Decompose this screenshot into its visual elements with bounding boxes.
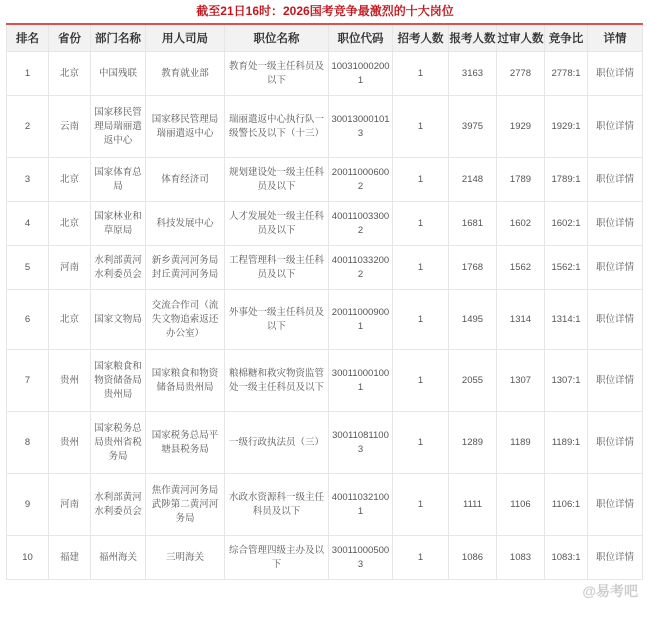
table-row [7,536,643,580]
table-cell: 人才发展处一级主任科员及以下 [225,202,329,246]
table-cell: 1 [393,246,449,290]
header-row [7,24,643,52]
table-cell: 300110001001 [329,350,393,412]
table-cell: 1929 [497,96,545,158]
table-cell: 中国残联 [91,52,146,96]
table-cell: 1602:1 [545,202,588,246]
table-cell: 8 [7,412,49,474]
table-cell: 1 [393,158,449,202]
table-cell: 1 [393,290,449,350]
job-detail-link[interactable]: 职位详情 [588,350,643,412]
table-cell: 1086 [449,536,497,580]
table-cell: 1314:1 [545,290,588,350]
table-cell: 1789 [497,158,545,202]
table-cell: 一级行政执法员（三） [225,412,329,474]
table-row [7,158,643,202]
table-cell: 2 [7,96,49,158]
table-cell: 1 [393,202,449,246]
table-cell: 400110321001 [329,474,393,536]
table-cell: 1314 [497,290,545,350]
table-cell: 水利部黄河水利委员会 [91,474,146,536]
column-header: 报考人数 [449,24,497,52]
table-cell: 2148 [449,158,497,202]
table-cell: 7 [7,350,49,412]
table-cell: 1 [393,350,449,412]
table-cell: 1083:1 [545,536,588,580]
table-cell: 6 [7,290,49,350]
table-cell: 1 [393,96,449,158]
job-detail-link[interactable]: 职位详情 [588,536,643,580]
table-cell: 北京 [49,202,91,246]
table-cell: 1 [393,536,449,580]
table-cell: 4 [7,202,49,246]
table-cell: 国家税务总局贵州省税务局 [91,412,146,474]
table-cell: 1 [393,52,449,96]
table-cell: 河南 [49,246,91,290]
job-detail-link[interactable]: 职位详情 [588,158,643,202]
table-cell: 2778 [497,52,545,96]
table-row [7,474,643,536]
table-row [7,350,643,412]
table-cell: 2055 [449,350,497,412]
table-row [7,290,643,350]
table-cell: 教育就业部 [146,52,225,96]
table-cell: 400110033002 [329,202,393,246]
table-cell: 国家粮食和物资储备局贵州局 [146,350,225,412]
table-row [7,246,643,290]
column-header: 竞争比 [545,24,588,52]
column-header: 职位名称 [225,24,329,52]
table-cell: 300110005003 [329,536,393,580]
table-cell: 福建 [49,536,91,580]
job-detail-link[interactable]: 职位详情 [588,412,643,474]
table-cell: 外事处一级主任科员及以下 [225,290,329,350]
table-cell: 100310002001 [329,52,393,96]
table-cell: 国家移民管理局瑞丽遣返中心 [146,96,225,158]
table-wrapper [6,23,642,600]
table-cell: 1189 [497,412,545,474]
table-cell: 教育处一级主任科员及以下 [225,52,329,96]
table-cell: 3163 [449,52,497,96]
table-cell: 北京 [49,52,91,96]
table-cell: 1562:1 [545,246,588,290]
column-header: 排名 [7,24,49,52]
job-detail-link[interactable]: 职位详情 [588,246,643,290]
table-cell: 国家体育总局 [91,158,146,202]
table-row [7,52,643,96]
page-title: 截至21日16时：2026国考竞争最激烈的十大岗位 [196,4,454,18]
table-cell: 国家粮食和物资储备局贵州局 [91,350,146,412]
table-cell: 5 [7,246,49,290]
column-header: 招考人数 [393,24,449,52]
table-cell: 200110009001 [329,290,393,350]
table-cell: 贵州 [49,350,91,412]
table-cell: 9 [7,474,49,536]
table-cell: 体育经济司 [146,158,225,202]
table-cell: 福州海关 [91,536,146,580]
table-cell: 1 [7,52,49,96]
watermark: @易考吧 [582,583,638,599]
column-header: 详情 [588,24,643,52]
table-cell: 3975 [449,96,497,158]
table-cell: 1602 [497,202,545,246]
job-detail-link[interactable]: 职位详情 [588,96,643,158]
column-header: 过审人数 [497,24,545,52]
table-cell: 1106 [497,474,545,536]
table-cell: 1 [393,412,449,474]
table-cell: 水政水资源科一级主任科员及以下 [225,474,329,536]
table-cell: 综合管理四级主办及以下 [225,536,329,580]
table-cell: 科技发展中心 [146,202,225,246]
table-cell: 400110332002 [329,246,393,290]
table-cell: 北京 [49,290,91,350]
table-cell: 贵州 [49,412,91,474]
table-cell: 1789:1 [545,158,588,202]
job-detail-link[interactable]: 职位详情 [588,474,643,536]
table-cell: 工程管理科一级主任科员及以下 [225,246,329,290]
job-detail-link[interactable]: 职位详情 [588,52,643,96]
job-detail-link[interactable]: 职位详情 [588,202,643,246]
table-cell: 国家税务总局平塘县税务局 [146,412,225,474]
table-cell: 1189:1 [545,412,588,474]
table-cell: 国家文物局 [91,290,146,350]
table-cell: 1083 [497,536,545,580]
table-cell: 2778:1 [545,52,588,96]
table-cell: 1106:1 [545,474,588,536]
table-cell: 河南 [49,474,91,536]
table-cell: 10 [7,536,49,580]
table-cell: 1562 [497,246,545,290]
table-cell: 交流合作司（流失文物追索返还办公室） [146,290,225,350]
column-header: 职位代码 [329,24,393,52]
table-cell: 国家林业和草原局 [91,202,146,246]
column-header: 省份 [49,24,91,52]
table-cell: 1289 [449,412,497,474]
table-cell: 国家移民管理局瑞丽遣返中心 [91,96,146,158]
table-cell: 焦作黄河河务局武陟第二黄河河务局 [146,474,225,536]
table-row [7,412,643,474]
table-cell: 1111 [449,474,497,536]
table-cell: 1307:1 [545,350,588,412]
table-cell: 200110006002 [329,158,393,202]
job-detail-link[interactable]: 职位详情 [588,290,643,350]
table-cell: 瑞丽遣返中心执行队一级警长及以下（十三） [225,96,329,158]
table-cell: 水利部黄河水利委员会 [91,246,146,290]
table-cell: 1768 [449,246,497,290]
table-cell: 新乡黄河河务局封丘黄河河务局 [146,246,225,290]
table-cell: 云南 [49,96,91,158]
table-cell: 3 [7,158,49,202]
positions-table [6,23,643,580]
column-header: 部门名称 [91,24,146,52]
table-cell: 300110811003 [329,412,393,474]
table-cell: 1495 [449,290,497,350]
table-cell: 三明海关 [146,536,225,580]
table-cell: 1 [393,474,449,536]
table-row [7,202,643,246]
table-cell: 1307 [497,350,545,412]
table-cell: 1681 [449,202,497,246]
table-cell: 规划建设处一级主任科员及以下 [225,158,329,202]
column-header: 用人司局 [146,24,225,52]
table-cell: 300130001013 [329,96,393,158]
table-cell: 粮棉糖和救灾物资监管处一级主任科员及以下 [225,350,329,412]
table-cell: 1929:1 [545,96,588,158]
table-row [7,96,643,158]
table-cell: 北京 [49,158,91,202]
